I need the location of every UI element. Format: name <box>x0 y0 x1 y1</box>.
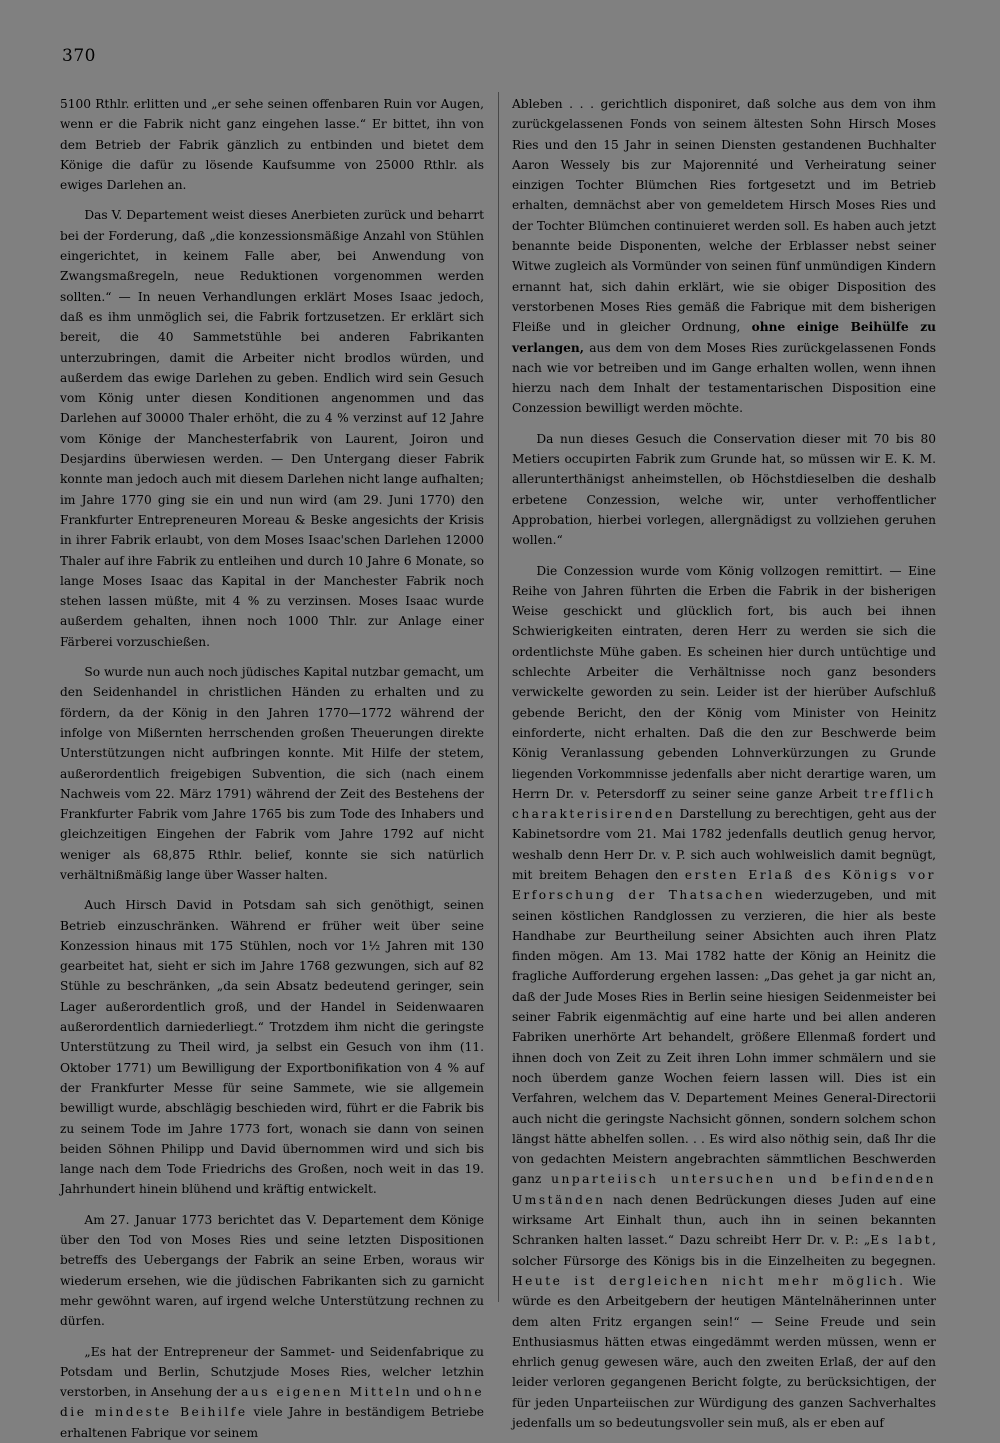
quote-paragraph <box>512 94 936 419</box>
body-text: Die Conzession wurde vom König vollzogen remittirt. — Eine Reihe von Jahren führten die Erben die Fabrik in der bisherigen Weise geschickt und glücklich fort, bis auch bei ihnen Schwierigkeiten eintraten, deren Herr zu werden sie sich die ordentlichste Mühe gaben. Es scheinen hier durch untüchtige und schlechte Arbeiter die Verhältnisse noch ganz besonders verwickelte geworden zu sein. Leider ist der hierüber Aufschluß gebende Bericht, den der König vom Minister von Heinitz einforderte, nicht erhalten. Daß die den zur Beschwerde beim König Veranlassung gebenden Lohnverkürzungen zu Grunde liegenden Vorkommnisse jedenfalls aber nicht derartige waren, um Herrn Dr. v. Petersdorff zu seiner seine ganze Arbeit <box>512 563 936 801</box>
body-text: , solcher Fürsorge des Königs bis in die Einzelheiten zu begegnen. <box>512 1233 936 1268</box>
paragraph: 5100 Rthlr. erlitten und „er sehe seinen offenbaren Ruin vor Augen, wenn er die Fabrik nicht ganz eingehen lasse.“ Er bittet, ihn von dem Betrieb der Fabrik gänzlich zu entbinden und bietet dem Könige die dafür zu lösende Kaufsumme von 25000 Rthlr. als ewiges Darlehen an. <box>60 97 484 193</box>
quote-paragraph <box>60 1342 484 1443</box>
quote-text: viele Jahre in beständigem Betriebe erhaltenen Fabrique vor seinem <box>60 1405 484 1440</box>
body-text: . Wie würde es den Arbeitgebern der heutigen Mäntelnäherinnen unter dem alten Fritz ergangen sein!“ — Seine Freude und sein Enthusiasmus hätten etwas eingedämmt werden müssen, wenn er ehrlich genug gewesen wäre, auch den zweiten Erlaß, der auf den leider verloren gegangenen Bericht folgte, zu berücksichtigen, der für jeden Unparteiischen zur Würdigung des ganzen Sachverhaltes jedenfalls um so bedeutungsvoller sein muß, als er eben auf <box>512 1273 936 1430</box>
body-text: Darstellung zu berechtigen, geht aus der Kabinetsordre vom 21. Mai 1782 jedenfalls deutlich genug hervor, weshalb denn Herr Dr. v. P. sich auch wohlweislich damit begnügt, mit breitem Behagen den <box>512 807 937 882</box>
quote-text: „Es hat der Entrepreneur der Sammet- und Seidenfabrique zu Potsdam und Berlin, Schutzjude Moses Ries, welcher letzhin verstorben, in Ansehung der <box>60 1344 484 1400</box>
spaced-emphasis: ersten Erlaß des Königs vor Erforschung der Thatsachen <box>512 867 937 903</box>
quote-text: aus dem von dem Moses Ries zurückgelassenen Fonds nach wie vor betreiben und im Gange erhalten wollen, wenn ihnen hierzu nach dem Inhalt der testamentarischen Disposition eine Conzession bewilligt werden möchte. <box>512 340 937 416</box>
quote-text: Ableben . . . gerichtlich disponiret, daß solche aus dem von ihm zurückgelassenen Fonds von seinem ältesten Sohn Hirsch Moses Ries und den 15 Jahr in seinen Diensten gestandenen Buchhalter Aaron Wessely bis zur Majorennité und Verheiratung seiner einzigen Tochter Blümchen Ries fortgesetzt und im Betrieb erhalten, demnächst aber von gemeldetem Hirsch Moses Ries und der Tochter Blümchen continuieret werden soll. Es haben auch jetzt benannte beide Disponenten, welche der Erblasser nebst seiner Witwe zugleich als Vormünder von seinen fünf unmündigen Kindern ernannt hat, sich dahin erklärt, wie sie obiger Disposition des verstorbenen Moses Ries gemäß die Fabrique mit dem bisherigen Fleiße und in gleicher Ordnung, <box>512 97 936 335</box>
page-number: 370 <box>62 46 96 66</box>
quote-paragraph: Da nun dieses Gesuch die Conservation dieser mit 70 bis 80 Metiers occupirten Fabrik zum Grunde hat, so müssen wir E. K. M. allerunterthänigst anheimstellen, ob Höchstdieselben die deshalb erbetene Conzession, welche wir, unter verhoffentlicher Approbation, hierbei vorlegen, allergnädigst zu vollziehen geruhen wollen.“ <box>512 431 936 548</box>
body-text: wiederzugeben, und mit seinen köstlichen Randglossen zu verzieren, die hier als beste Handhabe zur Beurtheilung seiner Absichten auch ihren Platz finden mögen. Am 13. Mai 1782 hatte der König an Heinitz die fragliche Aufforderung ergehen lassen: „Das gehet ja gar nicht an, daß der Jude Moses Ries in Berlin seine hiesigen Seidenmeister bei seiner Fabrik eigenmächtig auf eine harte und bei allen anderen Fabriken unerhörte Art behandelt, größere Ellenmaß fordert und ihnen doch von Zeit zu Zeit ihren Lohn immer schmälern und sie noch überdem ganze Wochen feiern lassen will. Dies ist ein Verfahren, welchem das V. Departement Meines General-Directorii auch nicht die geringste Nachsicht gönnen, sondern solchem schon längst hätte abhelfen sollen. . . Es wird also nöthig sein, daß Ihr die von gedachten Meistern angebrachten sämmtlichen Beschwerden ganz <box>512 888 936 1187</box>
paragraph: So wurde nun auch noch jüdisches Kapital nutzbar gemacht, um den Seidenhandel in christlichen Händen zu erhalten und zu fördern, da der König in den Jahren 1770—1772 während der infolge von Mißernten herrschenden großen Theuerungen direkte Unterstützungen nicht aufbringen konnte. Mit Hilfe der stetem, außerordentlich freigebigen Subvention, die sich (nach einem Nachweis vom 22. März 1791) während der Zeit des Bestehens der Frankfurter Fabrik vom Jahre 1765 bis zum Tode des Inhabers und gleichzeitigen Eingehen der Fabrik vom Jahre 1792 auf nicht weniger als 68,875 Rthlr. belief, konnte sie sich natürlich verhältnißmäßig lange über Wasser halten. <box>60 665 484 882</box>
spaced-emphasis: aus eigenen Mitteln <box>241 1385 413 1400</box>
right-column <box>512 94 936 1433</box>
paragraph <box>512 561 936 1434</box>
body-text: nach denen Bedrückungen dieses Juden auf eine wirksame Art Einhalt thun, auch ihn in seinen bekannten Schranken halten lasset.“ Dazu schreibt Herr Dr. v. P.: „ <box>512 1192 936 1248</box>
left-column <box>60 94 484 1443</box>
spaced-emphasis: ohne die mindeste Beihilfe <box>60 1385 485 1420</box>
bold-emphasis: ohne einige Beihülfe zu verlangen, <box>512 320 936 355</box>
paragraph: Auch Hirsch David in Potsdam sah sich genöthigt, seinen Betrieb einzuschränken. Während er früher weit über seine Konzession hinaus mit 175 Stühlen, noch vor 1½ Jahren mit 130 gearbeitet hat, sieht er sich im Jahre 1768 gezwungen, sich auf 82 Stühle zu beschränken, „da sein Absatz bedeutend geringer, sein Lager außerordentlich groß, und der Handel in Seidenwaaren außerordentlich darniederliegt.“ Trotzdem ihm nicht die geringste Unterstützung zu Theil wird, ja selbst ein Gesuch von ihm (11. Oktober 1771) um Bewilligung der Exportbonifikation von 4 % auf der Frankfurter Messe für seine Sammete, wie sie allgemein bewilligt wurde, abschlägig beschieden wird, führt er die Fabrik bis zu seinem Tode im Jahre 1773 fort, wonach sie dann von seinen beiden Söhnen Philipp und David übernommen wird und sich bis lange nach dem Tode Friedrichs des Großen, noch weit in das 19. Jahrhundert hinein blühend und kräftig entwickelt. <box>60 898 484 1197</box>
column-rule <box>498 92 499 1302</box>
spaced-emphasis: Es labt <box>870 1233 933 1248</box>
spaced-emphasis: Heute ist dergleichen nicht mehr möglich <box>512 1273 900 1288</box>
paragraph: Am 27. Januar 1773 berichtet das V. Departement dem Könige über den Tod von Moses Ries und seine letzten Dispositionen betreffs des Uebergangs der Fabrik an seine Erben, woraus wir wiederum ersehen, wie die jüdischen Fabrikanten sich zu garnicht mehr gewöhnt waren, auf irgend welche Unterstützung rechnen zu dürfen. <box>60 1212 484 1329</box>
quote-text: und <box>416 1385 440 1400</box>
spaced-emphasis: unparteiisch untersuchen und befindenden Umständen <box>512 1172 936 1207</box>
spaced-emphasis: trefflich charakterisirenden <box>512 786 937 822</box>
paragraph: Das V. Departement weist dieses Anerbieten zurück und beharrt bei der Forderung, daß „die konzessionsmäßige Anzahl von Stühlen eingerichtet, in keinem Falle aber, bei Anwendung von Zwangsmaßregeln, neue Reduktionen vorgenommen werden sollten.“ — In neuen Verhandlungen erklärt Moses Isaac jedoch, daß es ihm unmöglich sei, die Fabrik fortzusetzen. Er erklärt sich bereit, die 40 Sammetstühle bei anderen Fabrikanten unterzubringen, damit die Arbeiter nicht brodlos würden, und außerdem das ewige Darlehen zu geben. Endlich wird sein Gesuch vom König unter diesen Konditionen angenommen und das Darlehen auf 30000 Thaler erhöht, die zu 4 % verzinst auf 12 Jahre vom Könige der Manchesterfabrik von Laurent, Joiron und Desjardins überwiesen werden. — Den Untergang dieser Fabrik konnte man jedoch auch mit diesem Darlehen nicht lange aufhalten; im Jahre 1770 ging sie ein und nun wird (am 29. Juni 1770) den Frankfurter Entrepreneuren Moreau & Beske angesichts der Krisis in ihrer Fabrik erlaubt, von dem Moses Isaac'schen Darlehen 12000 Thaler auf ihre Fabrik zu entleihen und durch 10 Jahre 6 Monate, so lange Moses Isaac das Kapital in der Manchester Fabrik noch stehen lassen müßte, mit 4 % zu verzinsen. Moses Isaac wurde außerdem gehalten, ihnen noch 1000 Thlr. zur Anlage einer Färberei vorzuschießen. <box>60 208 484 649</box>
